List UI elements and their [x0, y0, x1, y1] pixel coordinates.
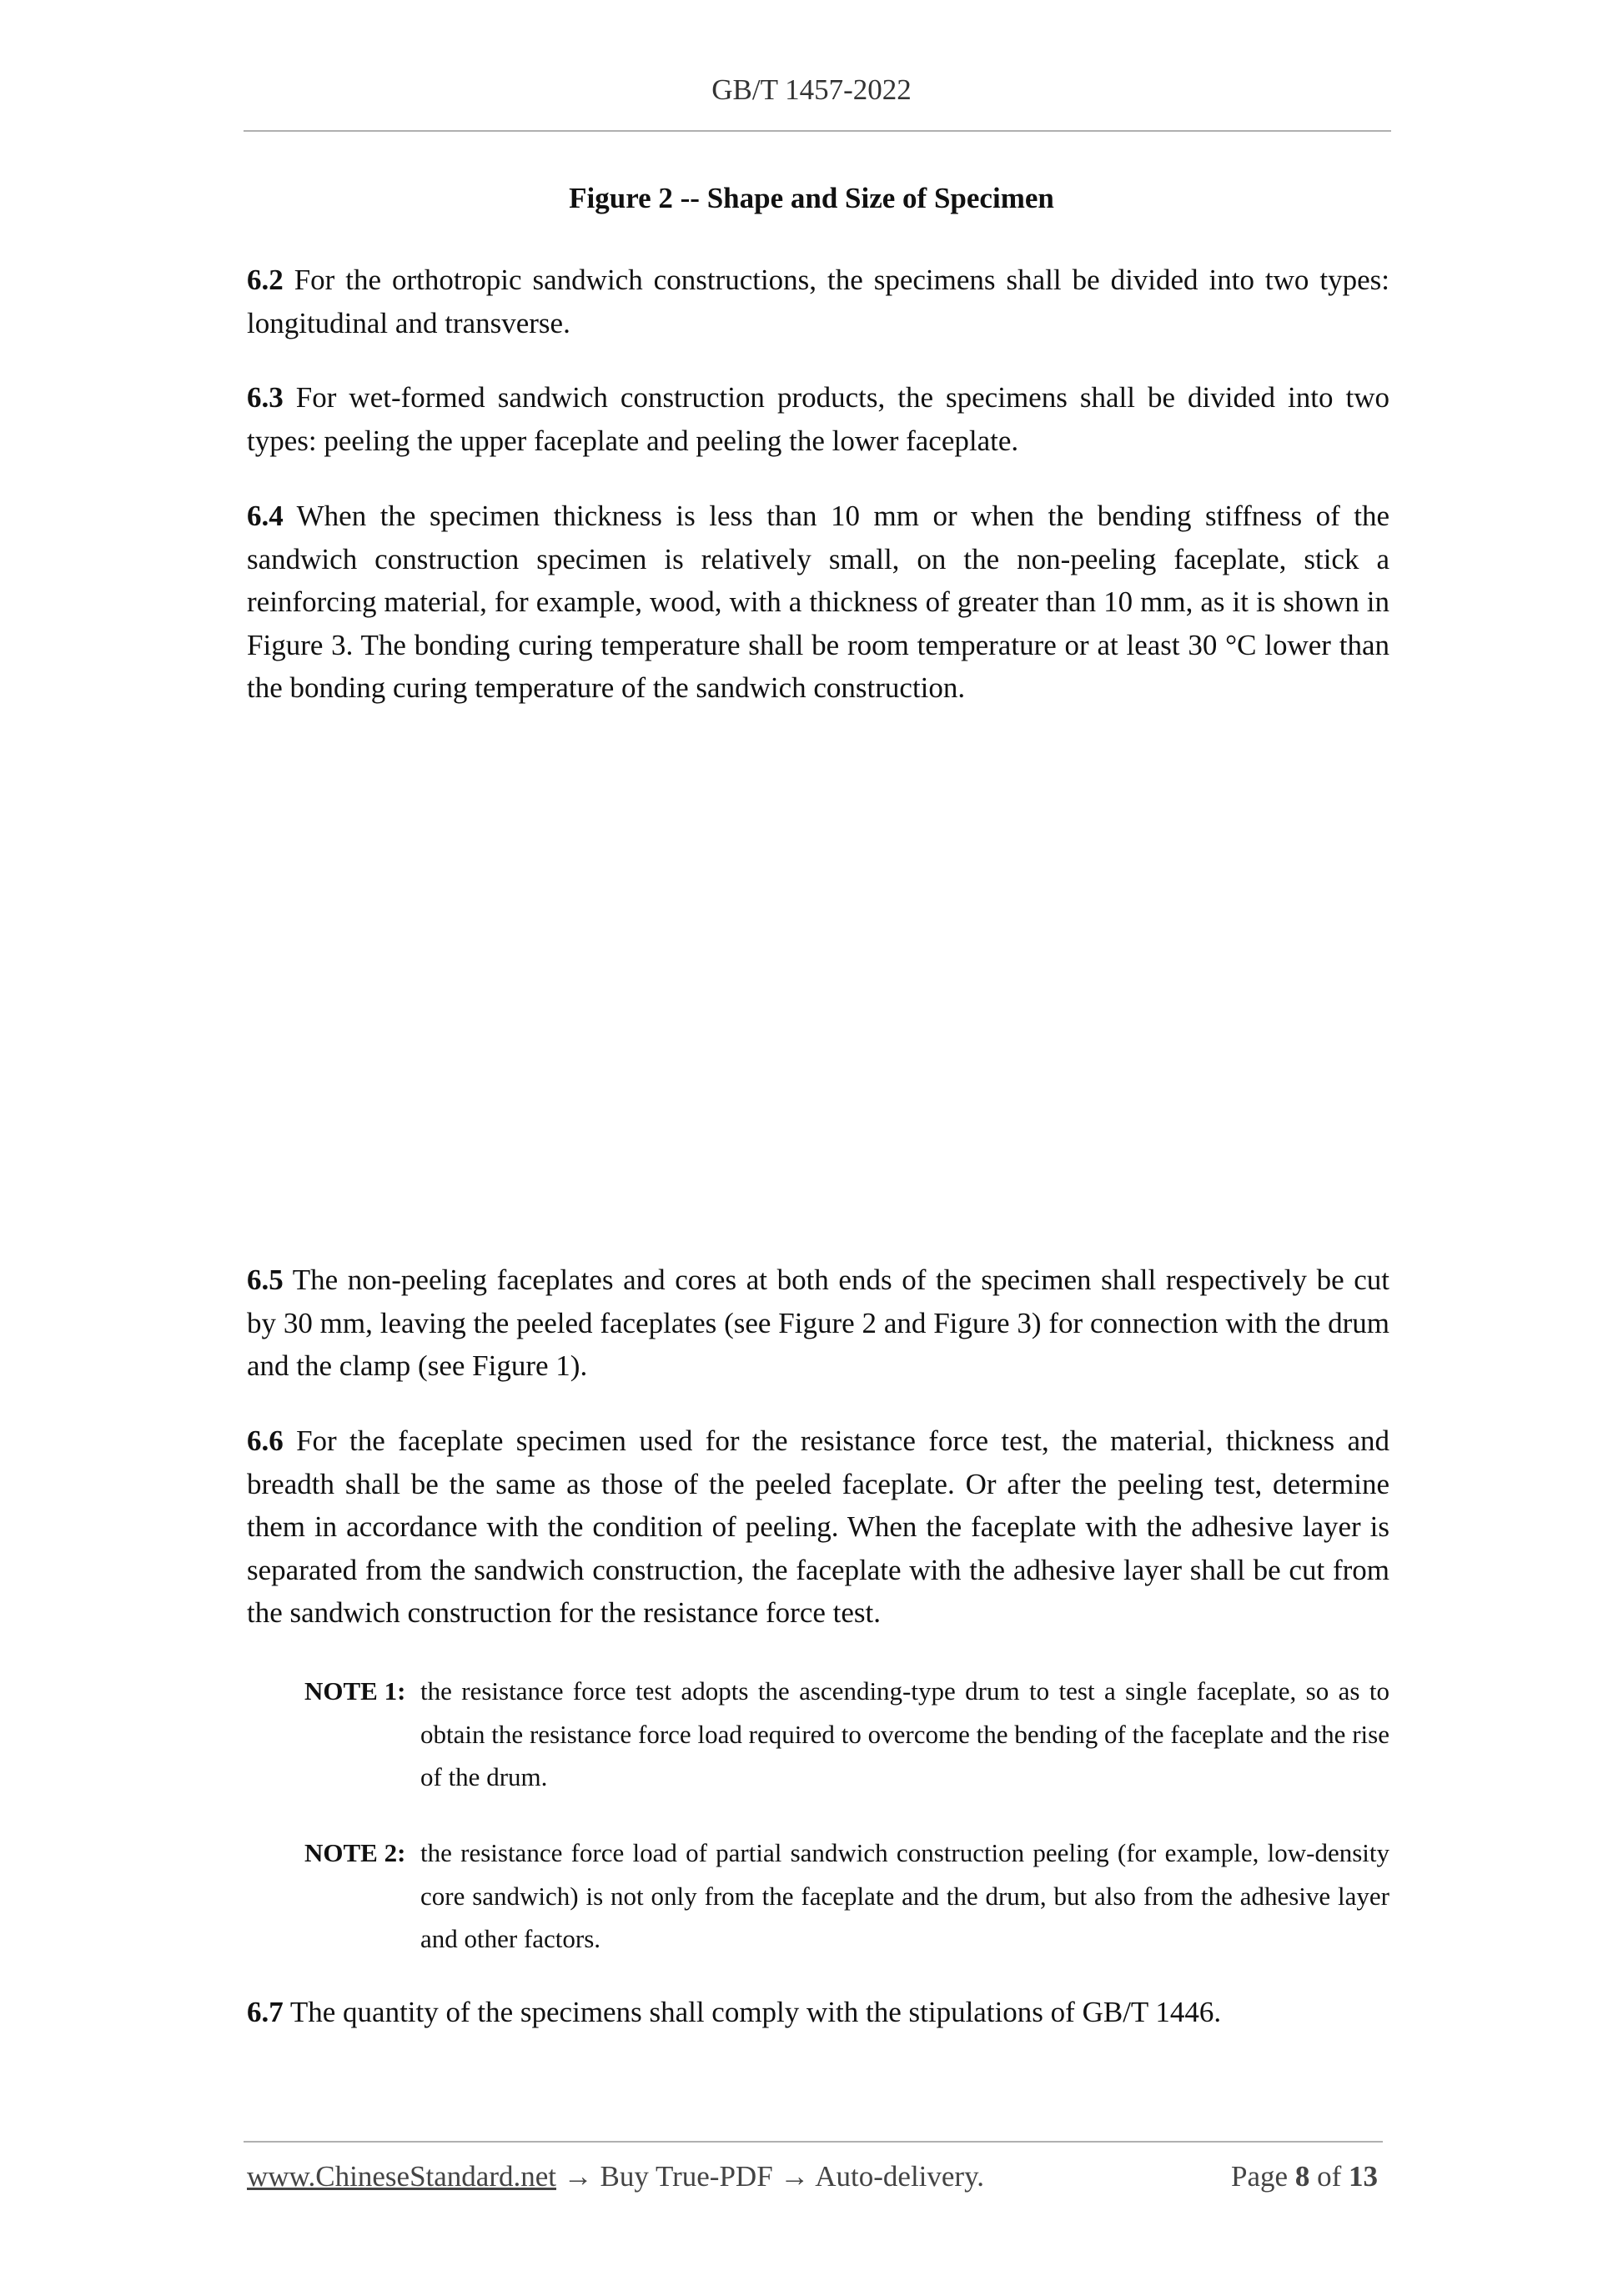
document-code-header: GB/T 1457-2022	[711, 73, 912, 106]
clause-text: For wet-formed sandwich construction products, the specimens shall be divided into two types: peeling the upper faceplate and peeling the lower faceplate.	[247, 381, 1389, 457]
footer-divider	[244, 2141, 1383, 2143]
paragraph-6-6	[247, 1419, 1389, 1635]
header-divider	[244, 130, 1391, 132]
current-page-number: 8	[1294, 2160, 1310, 2193]
note-label: NOTE 1:	[304, 1676, 406, 1706]
clause-number: 6.2	[247, 264, 284, 296]
clause-text: When the specimen thickness is less than 10 mm or when the bending stiffness of the sandwich construction specimen is relatively small, on the non-peeling faceplate, stick a reinforcing material, for example, wood, with a thickness of greater than 10 mm, as it is shown in Figure 3. The bonding curing temperature shall be room temperature or at least 30 °C lower than the bonding curing temperature of the sandwich construction.	[247, 500, 1389, 704]
note-label: NOTE 2:	[304, 1838, 406, 1867]
clause-number: 6.7	[247, 1996, 284, 2028]
paragraph-6-2	[247, 259, 1389, 344]
buy-true-pdf-text: Buy True-PDF	[600, 2160, 773, 2193]
paragraph-6-5	[247, 1259, 1389, 1388]
note-text: the resistance force load of partial sandwich construction peeling (for example, low-density core sandwich) is not only from the faceplate and the drum, but also from the adhesive layer and other factors.	[420, 1838, 1389, 1953]
total-pages: 13	[1349, 2160, 1378, 2193]
clause-text: For the faceplate specimen used for the resistance force test, the material, thickness and breadth shall be the same as those of the peeled faceplate. Or after the peeling test, determine them in accordance with the condition of peeling. When the faceplate with the adhesive layer is separated from the sandwich construction, the faceplate with the adhesive layer shall be cut from the sandwich construction for the resistance force test.	[247, 1424, 1389, 1629]
clause-number: 6.3	[247, 381, 284, 414]
clause-number: 6.4	[247, 500, 284, 532]
of-word: of	[1317, 2160, 1342, 2193]
figure-caption: Figure 2 -- Shape and Size of Specimen	[569, 182, 1054, 214]
note-text: the resistance force test adopts the ascending-type drum to test a single faceplate, so as to obtain the resistance force load required to overcome the bending of the faceplate and the rise of the drum.	[420, 1676, 1389, 1791]
clause-number: 6.5	[247, 1264, 284, 1296]
clause-text: The non-peeling faceplates and cores at both ends of the specimen shall respectively be cut by 30 mm, leaving the peeled faceplates (see Figure 2 and Figure 3) for connection with the drum and the clamp (see Figure 1).	[247, 1264, 1389, 1382]
arrow-icon: →	[772, 2160, 816, 2193]
paragraph-6-7	[247, 1991, 1389, 2034]
auto-delivery-text: Auto-delivery.	[815, 2160, 985, 2193]
clause-number: 6.6	[247, 1424, 284, 1457]
footer-promo	[247, 2160, 984, 2193]
figure-3-placeholder	[247, 734, 1389, 1218]
page-indicator	[1231, 2160, 1378, 2193]
note-1	[304, 1670, 1389, 1799]
website-link[interactable]: www.ChineseStandard.net	[247, 2160, 556, 2193]
clause-text: The quantity of the specimens shall comply with the stipulations of GB/T 1446.	[283, 1996, 1222, 2028]
clause-text: For the orthotropic sandwich constructions, the specimens shall be divided into two types: longitudinal and transverse.	[247, 264, 1389, 339]
note-2	[304, 1831, 1389, 1961]
paragraph-6-4	[247, 495, 1389, 710]
page-word: Page	[1231, 2160, 1289, 2193]
paragraph-6-3	[247, 376, 1389, 462]
arrow-icon: →	[556, 2160, 600, 2193]
